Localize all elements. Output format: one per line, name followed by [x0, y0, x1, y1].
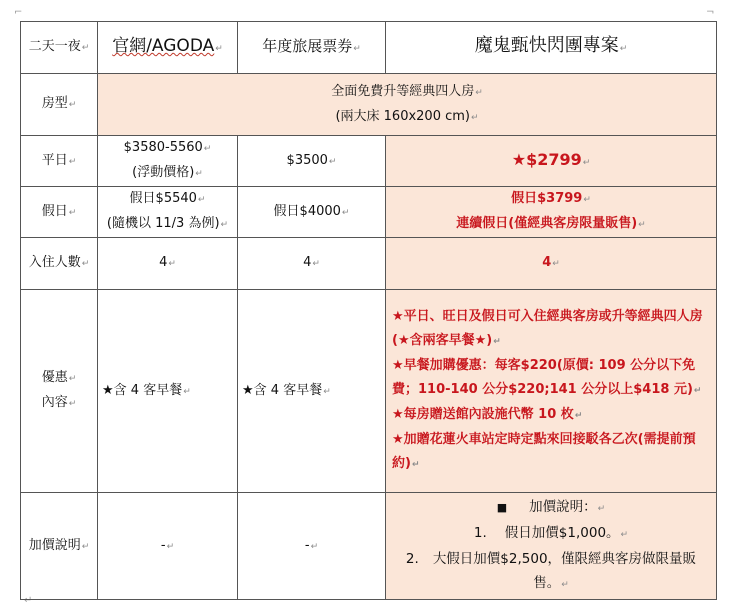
- square-bullet-icon: ■: [496, 501, 508, 514]
- surcharge-label: 加價說明↵: [21, 493, 98, 600]
- holiday-row: [21, 187, 717, 238]
- perks-label: 優惠↵ 內容↵: [21, 290, 98, 493]
- weekday-row: [21, 136, 717, 187]
- perk-item: ★平日、旺日及假日可入住經典客房或升等經典四人房(★含兩客早餐★)↵: [392, 309, 703, 348]
- header-col-official: 官網/AGODA↵: [98, 22, 238, 74]
- holiday-label: 假日↵: [21, 187, 98, 238]
- perks-official: ★含 4 客早餐↵: [98, 290, 238, 493]
- surcharge-item-2: 2. 大假日加價$2,500，僅限經典客房做限量販售。↵: [405, 551, 697, 591]
- perk-item: ★加贈花蓮火車站定時定點來回接駁各乙次(需提前預約)↵: [392, 432, 696, 471]
- perks-special-list: [386, 290, 717, 493]
- weekday-special-price: ★$2799↵: [386, 136, 717, 187]
- surcharge-fair: -↵: [238, 493, 386, 600]
- holiday-fair-price: 假日$4000↵: [238, 187, 386, 238]
- hotel-price-table: [20, 21, 717, 600]
- surcharge-row: [21, 493, 717, 600]
- holiday-official-price: 假日$5540↵ (隨機以 11/3 為例)↵: [98, 187, 238, 238]
- perk-item: ★每房贈送館內設施代幣 10 枚↵: [392, 407, 583, 422]
- guests-row: [21, 238, 717, 290]
- weekday-fair-price: $3500↵: [238, 136, 386, 187]
- header-col-travel-fair: 年度旅展票券↵: [238, 22, 386, 74]
- room-type-value: [98, 74, 717, 136]
- room-type-label: 房型↵: [21, 74, 98, 136]
- guests-fair: 4↵: [238, 238, 386, 290]
- guests-official: 4↵: [98, 238, 238, 290]
- header-row-label: 二天一夜↵: [21, 22, 98, 74]
- room-type-line2: (兩大床 160x200 cm)↵: [335, 108, 479, 124]
- header-col-special-offer: 魔鬼甄快閃團專案↵: [386, 22, 717, 74]
- weekday-label: 平日↵: [21, 136, 98, 187]
- surcharge-heading: ■ 加價說明：↵: [496, 499, 606, 515]
- perks-row: [21, 290, 717, 493]
- perks-fair: ★含 4 客早餐↵: [238, 290, 386, 493]
- weekday-official-price: $3580-5560↵ (浮動價格)↵: [98, 136, 238, 187]
- surcharge-official: -↵: [98, 493, 238, 600]
- guests-label: 入住人數↵: [21, 238, 98, 290]
- room-type-line1: 全面免費升等經典四人房↵: [331, 83, 483, 99]
- guests-special: 4↵: [386, 238, 717, 290]
- header-row: [21, 22, 717, 74]
- paragraph-mark-end: ↵: [24, 595, 33, 606]
- perk-item: ★早餐加購優惠：每客$220(原價: 109 公分以下免費；110-140 公分$220;141 公分以上$418 元)↵: [392, 358, 702, 397]
- room-type-row: [21, 74, 717, 136]
- surcharge-item-1: 1. 假日加價$1,000。↵: [473, 525, 629, 541]
- crop-mark-top-left: ⌐: [14, 7, 23, 18]
- crop-mark-top-right: ¬: [706, 7, 715, 18]
- surcharge-special-notes: [386, 493, 717, 600]
- holiday-special-price: 假日$3799↵ 連續假日(僅經典客房限量販售)↵: [386, 187, 717, 238]
